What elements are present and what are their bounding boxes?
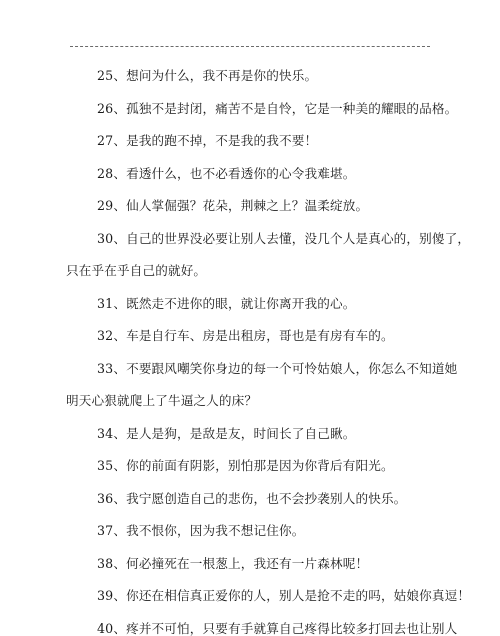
entry-text: 35、你的前面有阴影，别怕那是因为你背后有阳光。 bbox=[97, 458, 394, 473]
quote-list bbox=[66, 60, 471, 636]
entry-text: 29、仙人掌倔强？花朵，荆棘之上？温柔绽放。 bbox=[97, 198, 369, 213]
list-item bbox=[66, 93, 458, 126]
list-item bbox=[66, 548, 438, 581]
entry-text-continued: 只在乎在乎自己的就好。 bbox=[66, 263, 207, 278]
entry-text: 37、我不恨你，因为我不想记住你。 bbox=[97, 523, 305, 538]
list-item bbox=[66, 450, 438, 483]
list-item bbox=[66, 353, 458, 418]
entry-text: 33、不要跟风嘲笑你身边的每一个可怜姑娘人，你怎么不知道她 bbox=[97, 360, 458, 376]
list-item bbox=[66, 125, 438, 158]
list-item bbox=[66, 580, 471, 613]
entry-text-continued: 明天心狠就爬上了牛逼之人的床？ bbox=[66, 393, 258, 408]
entry-text: 27、是我的跑不掉，不是我的我不要！ bbox=[97, 133, 318, 148]
entry-text: 40、疼并不可怕，只要有手就算自己疼得比较多打回去也让别人 bbox=[97, 620, 458, 636]
list-item bbox=[66, 320, 438, 353]
entry-text: 39、你还在相信真正爱你的人，别人是抢不走的吗，姑娘你真逗！ bbox=[97, 588, 471, 603]
entry-text: 25、想问为什么，我不再是你的快乐。 bbox=[97, 68, 318, 83]
entry-text: 36、我宁愿创造自己的悲伤，也不会抄袭别人的快乐。 bbox=[97, 490, 407, 506]
list-item bbox=[66, 613, 458, 636]
entry-text: 38、何必撞死在一根葱上，我还有一片森林呢！ bbox=[97, 555, 369, 571]
list-item bbox=[66, 223, 471, 288]
list-item bbox=[66, 418, 438, 451]
entry-text: 26、孤独不是封闭，痛苦不是自怜，它是一种美的耀眼的品格。 bbox=[97, 100, 458, 116]
entry-text: 28、看透什么，也不必看透你的心令我难堪。 bbox=[97, 165, 356, 181]
list-item bbox=[66, 158, 438, 191]
header-dashed-rule bbox=[70, 46, 430, 47]
entry-text: 34、是人是狗，是敌是友，时间长了自己瞅。 bbox=[97, 425, 356, 441]
list-item bbox=[66, 60, 438, 93]
entry-text: 30、自己的世界没必要让别人去懂，没几个人是真心的，别傻了， bbox=[97, 230, 471, 246]
entry-text: 32、车是自行车、房是出租房，哥也是有房有车的。 bbox=[97, 328, 394, 343]
list-item bbox=[66, 190, 438, 223]
list-item bbox=[66, 483, 438, 516]
entry-text: 31、既然走不进你的眼，就让你离开我的心。 bbox=[97, 295, 356, 311]
list-item bbox=[66, 515, 438, 548]
list-item bbox=[66, 288, 438, 321]
